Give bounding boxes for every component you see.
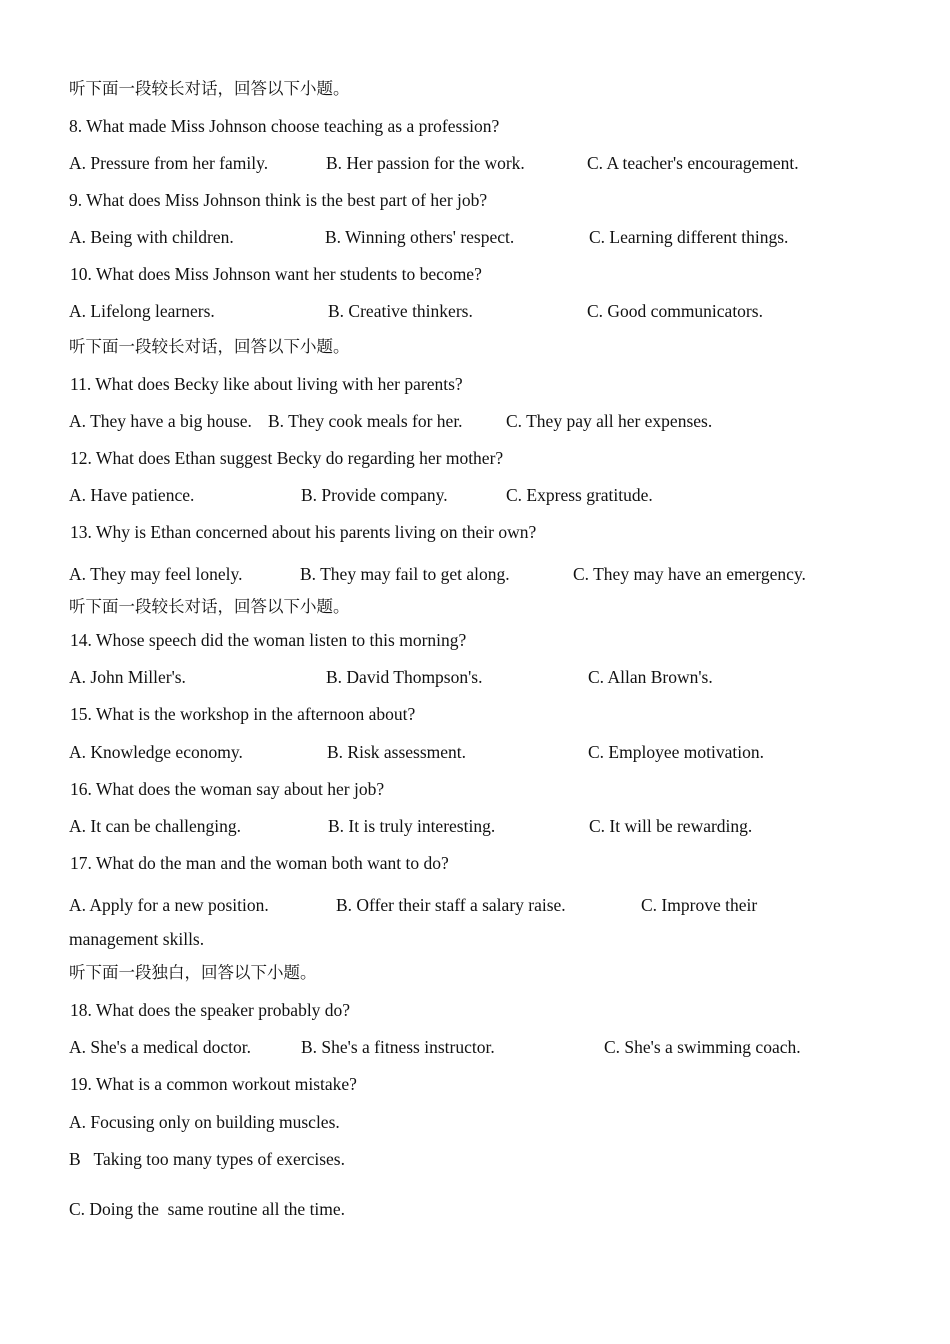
- option-c: C. They may have an emergency.: [573, 564, 806, 584]
- question-text: 16. What does the woman say about her job?: [70, 779, 385, 799]
- option-c: C. Good communicators.: [587, 301, 763, 321]
- question-text: 10. What does Miss Johnson want her students to become?: [70, 264, 482, 284]
- option-b: B. Provide company.: [301, 485, 448, 505]
- question-text: 14. Whose speech did the woman listen to this morning?: [70, 630, 467, 650]
- section-text: 听下面一段较长对话，回答以下小题。: [69, 337, 350, 356]
- option-c: C. She's a swimming coach.: [604, 1037, 801, 1057]
- question-text: 18. What does the speaker probably do?: [70, 1000, 351, 1020]
- option-c: C. It will be rewarding.: [589, 816, 753, 836]
- question-text: 12. What does Ethan suggest Becky do regarding her mother?: [70, 448, 504, 468]
- question-text: 11. What does Becky like about living with her parents?: [70, 374, 463, 394]
- option-c: C. Doing the same routine all the time.: [69, 1199, 346, 1219]
- option-b: B. David Thompson's.: [326, 667, 483, 687]
- option-a: A. Pressure from her family.: [69, 153, 269, 173]
- option-b: B. Creative thinkers.: [328, 301, 473, 321]
- option-b: B. Risk assessment.: [327, 742, 467, 762]
- option-a: A. They have a big house.: [69, 411, 252, 431]
- option-b: B Taking too many types of exercises.: [69, 1149, 345, 1169]
- question-text: 13. Why is Ethan concerned about his parents living on their own?: [70, 522, 537, 542]
- option-a: A. John Miller's.: [69, 667, 186, 687]
- option-b: B. Winning others' respect.: [325, 227, 515, 247]
- question-text: 15. What is the workshop in the afternoon about?: [70, 704, 416, 724]
- option-b: B. Offer their staff a salary raise.: [336, 895, 566, 915]
- option-a: A. They may feel lonely.: [69, 564, 243, 584]
- option-a: A. Knowledge economy.: [69, 742, 243, 762]
- option-c: C. Employee motivation.: [588, 742, 764, 762]
- option-c: C. Allan Brown's.: [588, 667, 713, 687]
- option-b: B. It is truly interesting.: [328, 816, 496, 836]
- section-text: 听下面一段较长对话，回答以下小题。: [69, 597, 350, 616]
- option-c: C. Express gratitude.: [506, 485, 653, 505]
- option-b: B. She's a fitness instructor.: [301, 1037, 495, 1057]
- option-c: C. Improve their: [641, 895, 758, 915]
- option-c-continued: management skills.: [69, 929, 205, 949]
- section-text: 听下面一段较长对话，回答以下小题。: [69, 79, 350, 98]
- option-c: C. Learning different things.: [589, 227, 789, 247]
- option-a: A. Apply for a new position.: [69, 895, 269, 915]
- option-c: C. A teacher's encouragement.: [587, 153, 799, 173]
- question-text: 19. What is a common workout mistake?: [70, 1074, 357, 1094]
- option-a: A. She's a medical doctor.: [69, 1037, 251, 1057]
- option-a: A. Have patience.: [69, 485, 195, 505]
- option-b: B. Her passion for the work.: [326, 153, 525, 173]
- section-text: 听下面一段独白，回答以下小题。: [69, 963, 317, 982]
- option-b: B. They may fail to get along.: [300, 564, 510, 584]
- option-a: A. It can be challenging.: [69, 816, 242, 836]
- question-text: 8. What made Miss Johnson choose teaching as a profession?: [69, 116, 500, 136]
- option-a: A. Lifelong learners.: [69, 301, 215, 321]
- option-a: A. Being with children.: [69, 227, 234, 247]
- option-b: B. They cook meals for her.: [268, 411, 463, 431]
- question-text: 17. What do the man and the woman both want to do?: [70, 853, 449, 873]
- option-a: A. Focusing only on building muscles.: [69, 1112, 340, 1132]
- option-c: C. They pay all her expenses.: [506, 411, 713, 431]
- question-text: 9. What does Miss Johnson think is the best part of her job?: [69, 190, 488, 210]
